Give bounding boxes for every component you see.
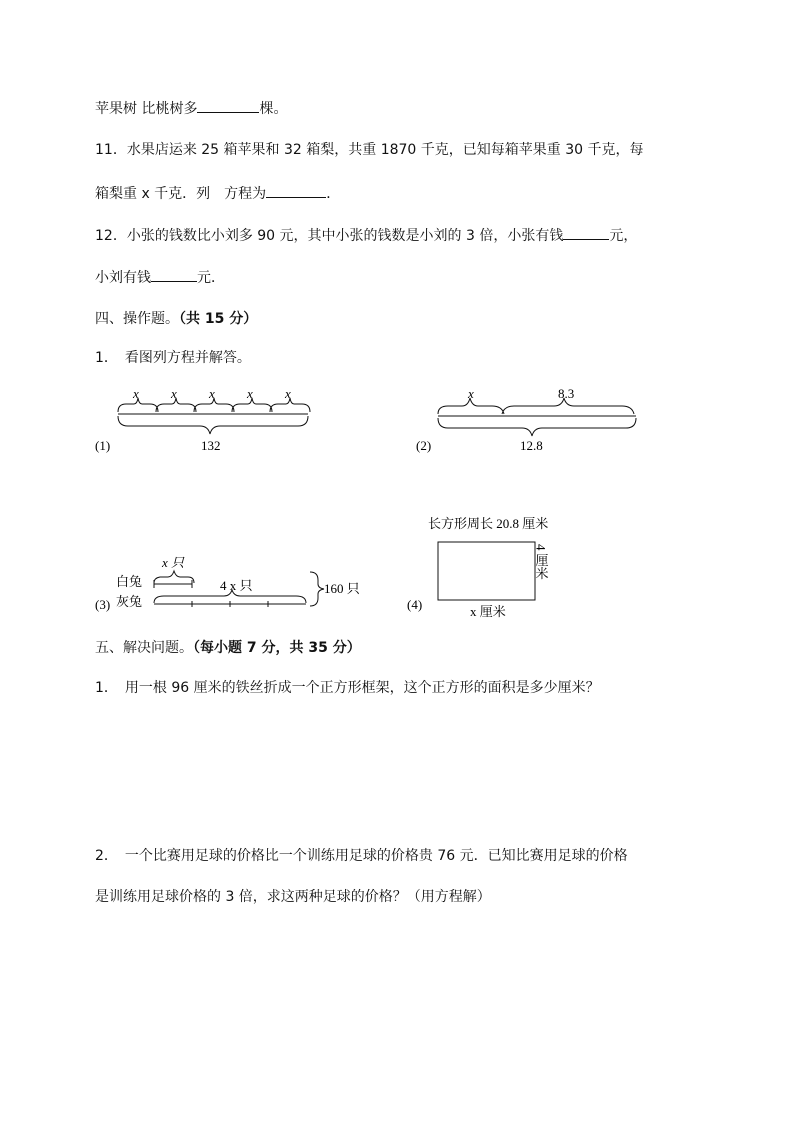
q12-line2 [95,267,225,288]
section5-score: （每小题 7 分，共 35 分） [193,640,361,656]
figures-row1 [0,388,794,468]
fig3-label-4x: 4 x 只 [220,578,253,593]
fig4-side-label: 4 厘米 [533,544,549,580]
fig1-total-label: 132 [201,438,221,453]
q11-line1: 11．水果店运来 25 箱苹果和 32 箱梨，共重 1870 千克，已知每箱苹果重 30 千克，每 [95,142,644,158]
section4-q1: 1． 看图列方程并解答。 [95,350,251,366]
section4-title: 四、操作题。 [95,311,179,327]
fig4-title: 长方形周长 20.8 厘米 [428,516,549,531]
section4-heading [95,309,257,329]
q12-line1-after: 元， [609,228,638,244]
fig1-seg-label-2: x [171,388,177,401]
fig2-total-label: 12.8 [520,438,543,453]
fig1-seg-label-5: x [285,388,291,401]
fig4-bottom-label: x 厘米 [470,604,506,619]
fig3-brace-x [154,571,194,583]
fig2-number: (2) [416,438,432,453]
figure-4-diagram [407,516,549,619]
q11-answer-blank [266,183,326,198]
q12-blank-zhang [563,225,609,240]
figures-row2 [0,510,794,620]
q11-line2-before: 箱梨重 x 千克．列 方程为 [95,186,267,202]
figure-3-diagram [95,555,360,612]
section5-q1: 1． 用一根 96 厘米的铁丝折成一个正方形框架，这个正方形的面积是多少厘米？ [95,680,600,696]
fig2-label-83: 8.3 [558,388,575,401]
q12-line1-before: 12．小张的钱数比小刘多 90 元，其中小张的钱数是小刘的 3 倍，小张有钱 [95,228,564,244]
fig1-seg-label-3: x [209,388,215,401]
section5-q2-line2: 是训练用足球价格的 3 倍，求这两种足球的价格？（用方程解） [95,889,491,905]
fig1-seg-label-1: x [133,388,139,401]
fig3-row1-label: 白兔 [116,574,143,589]
fig1-seg-label-4: x [247,388,253,401]
q12-line2-before: 小刘有钱 [95,270,151,286]
fig4-rectangle [438,542,535,600]
q12-line1 [95,225,637,246]
q12-line2-after: 元． [197,270,225,286]
q10-tail-after: 棵。 [259,101,288,117]
fig2-label-x: x [468,388,474,401]
figure-1-diagram [95,388,310,453]
fig1-total-brace [118,416,308,434]
fig2-total-brace [438,418,636,436]
q10-tail-text: 苹果树 比桃树多 [95,101,198,117]
fig3-total-brace [310,572,324,606]
fig1-number: (1) [95,438,111,453]
figure-2-diagram [416,388,636,453]
fig3-row2-label: 灰兔 [116,594,143,609]
section5-title: 五、解决问题。 [95,640,193,656]
section5-q2-line1: 2． 一个比赛用足球的价格比一个训练用足球的价格贵 76 元．已知比赛用足球的价格 [95,848,628,864]
fig4-number: (4) [407,597,423,612]
q11-line2 [95,183,340,204]
fig3-total-label: 160 只 [324,581,360,596]
section4-score: （共 15 分） [179,311,258,327]
q11-line2-after: ． [326,186,341,202]
q10-answer-blank [197,98,259,113]
q10-tail-line [95,98,287,119]
fig3-number: (3) [95,597,111,612]
fig3-label-x: x 只 [162,555,185,570]
q12-blank-liu [151,267,197,282]
section5-heading [95,638,361,658]
